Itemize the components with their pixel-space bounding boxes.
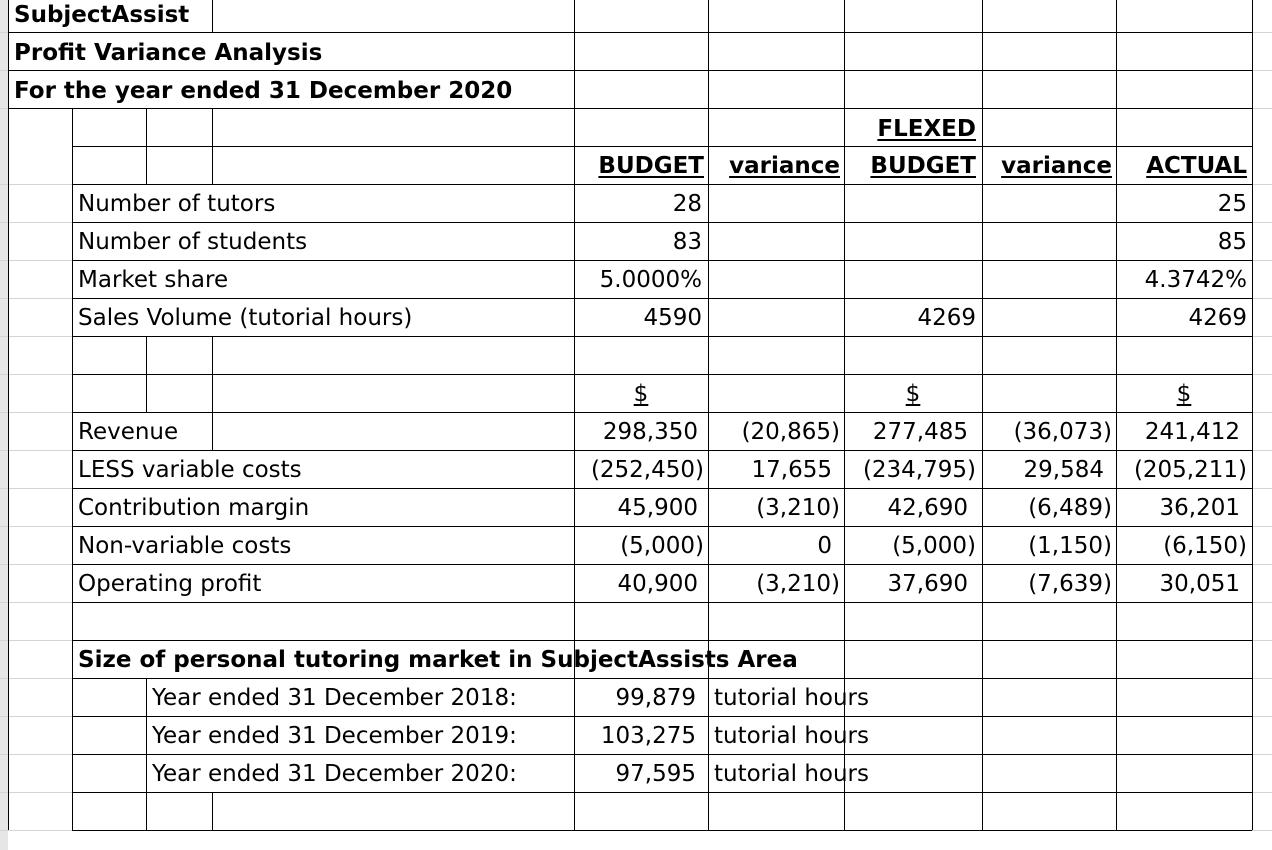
cell-operating-profit-flexed: 37,690 (887, 571, 968, 597)
cell-market-share-actual: 4.3742% (1144, 267, 1247, 293)
col-header-variance-1: variance (729, 153, 840, 179)
cell-revenue-var1: (20,865) (741, 419, 840, 445)
cell-operating-profit-var1: (3,210) (756, 571, 840, 597)
cell-variable-costs-actual: (205,211) (1133, 457, 1247, 483)
cell-non-variable-flexed: (5,000) (892, 533, 976, 559)
cell-sales-volume-budget: 4590 (643, 305, 702, 331)
row-header-strip (0, 0, 8, 850)
cell-contribution-var1: (3,210) (756, 495, 840, 521)
company-name: SubjectAssist (14, 2, 190, 28)
row-label-sales-volume: Sales Volume (tutorial hours) (78, 305, 413, 331)
cell-students-actual: 85 (1217, 229, 1247, 255)
row-label-non-variable-costs: Non-variable costs (78, 533, 292, 559)
cell-contribution-budget: 45,900 (617, 495, 698, 521)
market-title: Size of personal tutoring market in SubjectAssists Area (78, 647, 798, 673)
cell-variable-costs-var2: 29,584 (1023, 457, 1104, 483)
cell-students-budget: 83 (672, 229, 702, 255)
row-label-tutors: Number of tutors (78, 191, 276, 217)
cell-variable-costs-budget: (252,450) (590, 457, 704, 483)
cell-operating-profit-var2: (7,639) (1028, 571, 1112, 597)
cell-non-variable-var2: (1,150) (1028, 533, 1112, 559)
cell-variable-costs-flexed: (234,795) (862, 457, 976, 483)
cell-contribution-var2: (6,489) (1028, 495, 1112, 521)
col-header-actual: ACTUAL (1146, 153, 1247, 179)
cell-revenue-budget: 298,350 (602, 419, 698, 445)
row-label-students: Number of students (78, 229, 308, 255)
cell-tutors-budget: 28 (672, 191, 702, 217)
cell-market-share-budget: 5.0000% (599, 267, 702, 293)
cell-revenue-flexed: 277,485 (872, 419, 968, 445)
cell-contribution-actual: 36,201 (1159, 495, 1240, 521)
row-label-market-share: Market share (78, 267, 229, 293)
col-header-flexed: FLEXED (877, 116, 976, 142)
cell-contribution-flexed: 42,690 (887, 495, 968, 521)
report-title: Profit Variance Analysis (14, 40, 323, 66)
col-header-flexed-budget: BUDGET (870, 153, 976, 179)
cell-variable-costs-var1: 17,655 (751, 457, 832, 483)
row-label-operating-profit: Operating profit (78, 571, 262, 597)
market-row-unit-2020: tutorial hours (714, 761, 869, 787)
market-row-unit-2019: tutorial hours (714, 723, 869, 749)
currency-actual: $ (1176, 381, 1192, 407)
cell-non-variable-budget: (5,000) (620, 533, 704, 559)
cell-sales-volume-flexed: 4269 (917, 305, 976, 331)
cell-revenue-actual: 241,412 (1144, 419, 1240, 445)
cell-operating-profit-actual: 30,051 (1159, 571, 1240, 597)
market-row-label-2020: Year ended 31 December 2020: (152, 761, 517, 787)
market-row-value-2020: 97,595 (615, 761, 696, 787)
row-label-revenue: Revenue (78, 419, 179, 445)
market-row-label-2018: Year ended 31 December 2018: (152, 685, 517, 711)
cell-operating-profit-budget: 40,900 (617, 571, 698, 597)
row-label-variable-costs: LESS variable costs (78, 457, 302, 483)
report-period: For the year ended 31 December 2020 (14, 78, 513, 104)
col-header-budget: BUDGET (598, 153, 704, 179)
market-row-unit-2018: tutorial hours (714, 685, 869, 711)
cell-tutors-actual: 25 (1217, 191, 1247, 217)
currency-budget: $ (633, 381, 649, 407)
cell-non-variable-actual: (6,150) (1163, 533, 1247, 559)
market-row-value-2018: 99,879 (615, 685, 696, 711)
market-row-value-2019: 103,275 (600, 723, 696, 749)
currency-flexed: $ (905, 381, 921, 407)
cell-revenue-var2: (36,073) (1013, 419, 1112, 445)
col-header-variance-2: variance (1001, 153, 1112, 179)
cell-sales-volume-actual: 4269 (1188, 305, 1247, 331)
row-label-contribution-margin: Contribution margin (78, 495, 310, 521)
market-row-label-2019: Year ended 31 December 2019: (152, 723, 517, 749)
cell-non-variable-var1: 0 (817, 533, 832, 559)
